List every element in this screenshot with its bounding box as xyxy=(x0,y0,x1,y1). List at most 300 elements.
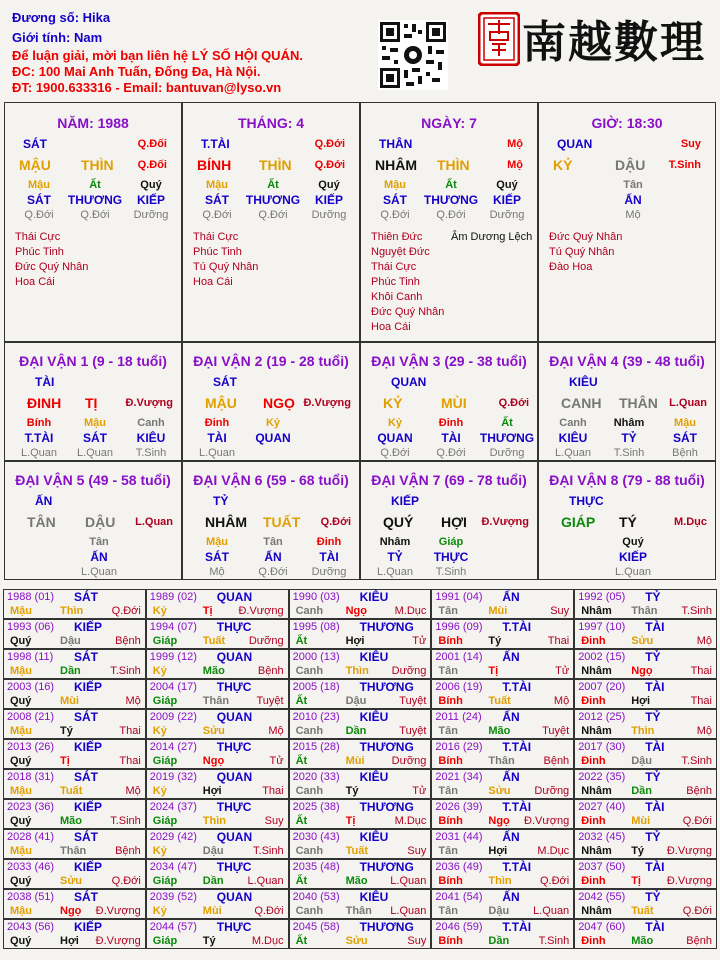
year-rel: Mộ xyxy=(696,725,712,737)
dai-van-stem: NHÂM xyxy=(205,514,247,530)
year-cell xyxy=(574,799,717,829)
year-rel: Q.Đới xyxy=(111,875,141,887)
year-stem: Canh xyxy=(295,725,324,737)
year-stem: Nhâm xyxy=(581,905,612,917)
year-cell xyxy=(431,679,574,709)
year-rel: T.Sinh xyxy=(110,815,141,827)
year-rel: Tử xyxy=(412,635,427,647)
year-rel: Bệnh xyxy=(115,635,141,647)
year-god: SÁT xyxy=(74,890,98,904)
year-label: 2004 (17) xyxy=(149,681,197,693)
year-god: ẤN xyxy=(502,830,520,844)
year-rel: Bệnh xyxy=(686,785,712,797)
year-label: 2036 (49) xyxy=(435,861,483,873)
year-rel: Dưỡng xyxy=(391,665,427,677)
year-label: 2010 (23) xyxy=(292,711,340,723)
year-stem: Mậu xyxy=(10,605,32,617)
year-cell xyxy=(146,649,289,679)
year-label: 2040 (53) xyxy=(292,891,340,903)
hidden-god: THƯƠNG xyxy=(245,193,301,207)
year-cell xyxy=(574,619,717,649)
year-stem: Tân xyxy=(438,605,458,617)
hidden-god: TÀI xyxy=(441,431,461,445)
year-god: SÁT xyxy=(74,710,98,724)
year-branch: Thân xyxy=(60,845,87,857)
year-branch: Thân xyxy=(488,755,515,767)
year-stem: Ất xyxy=(295,695,308,707)
year-label: 2012 (25) xyxy=(578,711,626,723)
year-cell xyxy=(289,739,432,769)
hidden-god: QUAN xyxy=(255,431,291,445)
year-cell xyxy=(574,859,717,889)
year-branch: Dậu xyxy=(202,845,224,857)
dai-van-rel: Đ.Vượng xyxy=(481,516,529,528)
year-stem: Mậu xyxy=(10,785,32,797)
year-stem: Giáp xyxy=(152,755,178,767)
year-stem: Đinh xyxy=(581,755,606,767)
hidden-god: KIÊU xyxy=(136,431,166,445)
year-cell xyxy=(574,739,717,769)
hidden-stem: Quý xyxy=(140,179,162,191)
hidden-rel: L.Quan xyxy=(614,566,652,578)
year-god: THƯƠNG xyxy=(359,860,414,874)
year-label: 2043 (56) xyxy=(7,921,55,933)
year-cell xyxy=(289,589,432,619)
dai-van-stem: CANH xyxy=(561,395,602,411)
seal-stamp xyxy=(478,12,520,66)
hidden-rel: L.Quan xyxy=(76,447,114,459)
hidden-stem: Nhâm xyxy=(379,536,411,548)
hidden-stem: Canh xyxy=(559,417,587,429)
year-stem: Tân xyxy=(438,665,458,677)
year-cell xyxy=(289,919,432,949)
year-label: 2003 (16) xyxy=(7,681,55,693)
dai-van-god: KIÊU xyxy=(569,375,598,389)
pillar-cell xyxy=(4,102,182,342)
hidden-god: TỶ xyxy=(621,431,637,445)
year-cell xyxy=(146,859,289,889)
year-god: T.TÀI xyxy=(502,800,532,814)
pillar-top-rel: Q.Đối xyxy=(137,138,167,150)
pillar-head: NĂM: 1988 xyxy=(57,115,129,131)
dai-van-rel: Đ.Vượng xyxy=(125,397,173,409)
year-rel: Đ.Vượng xyxy=(666,845,712,857)
year-cell xyxy=(289,829,432,859)
star: Hoa Cái xyxy=(371,321,411,333)
year-label: 1995 (08) xyxy=(292,621,340,633)
star-extra: Âm Dương Lệch xyxy=(451,231,533,243)
chart-grid xyxy=(4,102,716,580)
year-god: THỰC xyxy=(216,860,252,874)
year-label: 2019 (32) xyxy=(149,771,197,783)
year-cell xyxy=(431,709,574,739)
year-stem: Đinh xyxy=(581,875,606,887)
dai-van-god: THỰC xyxy=(569,494,604,508)
year-god: THƯƠNG xyxy=(359,920,414,934)
year-branch: Ngọ xyxy=(60,905,82,917)
hidden-god: KIẾP xyxy=(136,193,165,207)
year-branch: Tị xyxy=(488,665,499,677)
year-rel: Tử xyxy=(555,665,570,677)
pillar-top-rel: Mộ xyxy=(507,138,523,150)
year-cell xyxy=(3,649,146,679)
year-god: T.TÀI xyxy=(502,740,532,754)
year-branch: Thìn xyxy=(202,815,227,827)
hidden-god: KIẾP xyxy=(492,193,521,207)
year-god: KIÊU xyxy=(359,770,389,784)
year-god: KIẾP xyxy=(74,860,103,874)
year-label: 2035 (48) xyxy=(292,861,340,873)
hidden-rel: L.Quan xyxy=(376,566,414,578)
year-stem: Ất xyxy=(295,635,308,647)
year-stem: Tân xyxy=(438,725,458,737)
dai-van-stem: GIÁP xyxy=(561,514,596,530)
year-branch: Tuất xyxy=(345,845,368,857)
year-branch: Ngọ xyxy=(488,815,510,827)
year-branch: Dậu xyxy=(488,905,510,917)
year-label: 2025 (38) xyxy=(292,801,340,813)
year-god: THƯƠNG xyxy=(359,800,414,814)
year-rel: Q.Đới xyxy=(111,605,141,617)
qr-code-icon xyxy=(378,20,448,90)
year-rel: Tử xyxy=(269,755,284,767)
header xyxy=(0,0,720,100)
year-cell xyxy=(146,709,289,739)
hidden-god: SÁT xyxy=(27,193,51,207)
dai-van-stem: MẬU xyxy=(205,395,237,411)
year-stem: Tân xyxy=(438,845,458,857)
year-branch: Mùi xyxy=(345,755,365,767)
year-branch: Mùi xyxy=(488,605,508,617)
year-rel: M.Dục xyxy=(394,815,427,827)
year-label: 2041 (54) xyxy=(435,891,483,903)
pillar-top-rel: Suy xyxy=(680,138,701,150)
year-label: 1993 (06) xyxy=(7,621,55,633)
year-branch: Thìn xyxy=(631,725,655,737)
year-label: 2039 (52) xyxy=(149,891,197,903)
year-rel: Q.Đới xyxy=(539,875,570,887)
year-label: 2013 (26) xyxy=(7,741,55,753)
year-god: KIÊU xyxy=(359,830,389,844)
year-god: SÁT xyxy=(74,830,98,844)
year-cell xyxy=(146,829,289,859)
year-god: TỶ xyxy=(645,830,661,844)
year-label: 2001 (14) xyxy=(435,651,483,663)
year-stem: Ất xyxy=(295,935,308,947)
dai-van-branch: HỢI xyxy=(441,514,467,530)
year-cell xyxy=(431,649,574,679)
year-rel: Thai xyxy=(262,785,284,797)
year-rel: Tuyệt xyxy=(256,695,284,707)
pillar-branch-rel: T.Sinh xyxy=(668,159,701,171)
dai-van-head: ĐẠI VẬN 1 (9 - 18 tuổi) xyxy=(19,353,167,369)
year-label: 2015 (28) xyxy=(292,741,340,753)
year-stem: Quý xyxy=(10,815,32,827)
hidden-stem: Mậu xyxy=(384,179,406,191)
star: Thái Cực xyxy=(193,231,239,243)
hidden-god: TÀI xyxy=(319,550,339,564)
year-rel: Dưỡng xyxy=(391,755,427,767)
year-stem: Canh xyxy=(295,665,324,677)
year-god: QUAN xyxy=(216,830,253,844)
year-god: KIÊU xyxy=(359,890,389,904)
year-cell xyxy=(3,679,146,709)
year-stem: Canh xyxy=(295,905,324,917)
dai-van-god: QUAN xyxy=(391,375,427,389)
year-label: 2014 (27) xyxy=(149,741,197,753)
star: Đức Quý Nhân xyxy=(15,261,89,273)
year-god: ẤN xyxy=(502,890,520,904)
year-branch: Mùi xyxy=(60,695,79,707)
hidden-stem: Mậu xyxy=(206,536,228,548)
year-god: QUAN xyxy=(216,890,253,904)
year-god: TÀI xyxy=(645,860,665,874)
pillar-stem: MẬU xyxy=(19,157,51,173)
year-stem: Giáp xyxy=(152,815,178,827)
year-stem: Quý xyxy=(10,695,32,707)
year-god: TÀI xyxy=(645,620,665,634)
year-stem: Giáp xyxy=(152,875,178,887)
dai-van-head: ĐẠI VẬN 2 (19 - 28 tuổi) xyxy=(193,353,349,369)
year-god: T.TÀI xyxy=(502,680,532,694)
dai-van-head: ĐẠI VẬN 7 (69 - 78 tuổi) xyxy=(371,472,527,488)
star: Thái Cực xyxy=(15,231,61,243)
year-god: TỶ xyxy=(645,770,661,784)
pillar-branch-rel: Q.Đới xyxy=(314,159,345,171)
hidden-god: THƯƠNG xyxy=(479,431,535,445)
hidden-stem: Kỷ xyxy=(387,417,403,429)
year-god: QUAN xyxy=(216,770,253,784)
pillar-stem: KỶ xyxy=(553,157,573,173)
year-branch: Sửu xyxy=(488,785,511,797)
pillar-god: THÂN xyxy=(379,137,413,151)
pillar-god: QUAN xyxy=(557,137,593,151)
hidden-stem: Mậu xyxy=(84,417,106,429)
year-label: 2016 (29) xyxy=(435,741,483,753)
year-stem: Mậu xyxy=(10,845,32,857)
dai-van-cell xyxy=(182,461,360,580)
dai-van-rel: Đ.Vượng xyxy=(303,397,351,409)
year-stem: Giáp xyxy=(152,635,178,647)
year-label: 2002 (15) xyxy=(578,651,626,663)
star: Hoa Cái xyxy=(193,276,233,288)
year-rel: Bệnh xyxy=(257,665,284,677)
year-rel: M.Dục xyxy=(537,845,570,857)
dai-van-cell xyxy=(360,342,538,461)
year-branch: Sửu xyxy=(345,935,368,947)
dai-van-head: ĐẠI VẬN 8 (79 - 88 tuổi) xyxy=(549,472,705,488)
year-label: 2022 (35) xyxy=(578,771,626,783)
dai-van-rel: M.Dục xyxy=(674,516,707,528)
dai-van-rel: Q.Đới xyxy=(320,516,351,528)
year-branch: Dần xyxy=(631,785,652,797)
hidden-rel: Q.Đới xyxy=(24,209,54,221)
year-branch: Hợi xyxy=(488,845,508,857)
year-cell xyxy=(289,619,432,649)
year-label: 2008 (21) xyxy=(7,711,55,723)
year-branch: Ngọ xyxy=(631,665,653,677)
pillar-branch: DẬU xyxy=(615,157,646,173)
gender: Giới tính: Nam xyxy=(12,30,103,45)
year-label: 2037 (50) xyxy=(578,861,626,873)
year-branch: Thìn xyxy=(345,665,369,677)
year-stem: Giáp xyxy=(152,695,178,707)
year-rel: Tuyệt xyxy=(399,695,427,707)
year-label: 2045 (58) xyxy=(292,921,340,933)
year-branch: Tuất xyxy=(60,785,83,797)
year-label: 2046 (59) xyxy=(435,921,483,933)
hidden-god: TÀI xyxy=(207,431,227,445)
year-rel: L.Quan xyxy=(247,875,284,887)
year-god: THỰC xyxy=(216,740,252,754)
year-god: TÀI xyxy=(645,800,665,814)
hidden-stem: Bính xyxy=(26,417,52,429)
year-branch: Mão xyxy=(345,875,368,887)
dai-van-god: TỶ xyxy=(213,494,229,508)
year-rel: Q.Đới xyxy=(254,905,284,917)
dai-van-head: ĐẠI VẬN 5 (49 - 58 tuổi) xyxy=(15,472,171,488)
year-label: 2027 (40) xyxy=(578,801,626,813)
year-rel: Đ.Vượng xyxy=(524,815,570,827)
hidden-rel: Dưỡng xyxy=(133,209,169,221)
pillar-branch: THÌN xyxy=(437,157,470,173)
year-rel: Dưỡng xyxy=(248,635,284,647)
star: Đức Quý Nhân xyxy=(371,306,445,318)
hidden-rel: Dưỡng xyxy=(311,566,347,578)
year-god: THỰC xyxy=(216,920,252,934)
year-god: THỰC xyxy=(216,800,252,814)
year-cell xyxy=(431,769,574,799)
year-label: 2017 (30) xyxy=(578,741,626,753)
year-rel: Đ.Vượng xyxy=(238,605,284,617)
year-god: TÀI xyxy=(645,680,665,694)
year-cell xyxy=(431,829,574,859)
year-cell xyxy=(574,829,717,859)
year-cell xyxy=(146,889,289,919)
hidden-stem: Đinh xyxy=(438,417,464,429)
year-stem: Ất xyxy=(295,875,308,887)
dai-van-branch: TỊ xyxy=(85,395,98,411)
hidden-rel: Q.Đới xyxy=(258,566,288,578)
year-label: 1998 (11) xyxy=(7,651,54,663)
year-branch: Hợi xyxy=(60,935,79,947)
hidden-stem: Ất xyxy=(89,179,101,191)
star: Thái Cực xyxy=(371,261,417,273)
year-god: ẤN xyxy=(502,710,520,724)
year-god: TÀI xyxy=(645,920,665,934)
hidden-god: SÁT xyxy=(383,193,407,207)
hidden-stem: Tân xyxy=(89,536,109,548)
year-cell xyxy=(3,889,146,919)
pillar-cell xyxy=(538,102,716,342)
star: Nguyệt Đức xyxy=(371,246,430,258)
year-god: QUAN xyxy=(216,710,253,724)
hidden-rel: Q.Đới xyxy=(202,209,232,221)
hidden-rel: Q.Đới xyxy=(436,209,466,221)
pillar-head: GIỜ: 18:30 xyxy=(591,115,663,131)
year-god: ẤN xyxy=(502,590,520,604)
year-cell xyxy=(3,739,146,769)
year-stem: Đinh xyxy=(581,695,606,707)
star: Tú Quý Nhân xyxy=(193,261,259,273)
hidden-god: ẤN xyxy=(264,550,282,564)
year-label: 2038 (51) xyxy=(7,891,55,903)
dai-van-cell xyxy=(538,342,716,461)
year-god: THƯƠNG xyxy=(359,620,414,634)
dai-van-rel: L.Quan xyxy=(135,516,173,528)
year-label: 2020 (33) xyxy=(292,771,340,783)
year-label: 1994 (07) xyxy=(149,621,197,633)
year-branch: Tị xyxy=(60,755,70,767)
year-cell xyxy=(289,679,432,709)
year-label: 2029 (42) xyxy=(149,831,197,843)
year-rel: Q.Đới xyxy=(682,905,712,917)
dai-van-branch: MÙI xyxy=(441,395,467,411)
address: ĐC: 100 Mai Anh Tuấn, Đống Đa, Hà Nội. xyxy=(12,64,261,79)
year-branch: Thìn xyxy=(60,605,84,617)
year-label: 2028 (41) xyxy=(7,831,55,843)
year-cell xyxy=(3,619,146,649)
pillar-cell xyxy=(182,102,360,342)
pillar-head: THÁNG: 4 xyxy=(237,115,305,131)
year-stem: Nhâm xyxy=(581,605,612,617)
year-label: 2030 (43) xyxy=(292,831,340,843)
year-god: KIÊU xyxy=(359,650,389,664)
year-branch: Dần xyxy=(345,725,367,737)
dai-van-branch: THÂN xyxy=(619,395,658,411)
year-label: 1992 (05) xyxy=(578,591,626,603)
year-stem: Nhâm xyxy=(581,845,612,857)
contact-note: Để luận giải, mời bạn liên hệ LÝ SỐ HỘI QUÁN. xyxy=(12,48,303,63)
year-rel: Thai xyxy=(119,755,141,767)
year-rel: Tuyệt xyxy=(542,725,570,737)
year-cell xyxy=(574,889,717,919)
year-cell xyxy=(574,919,717,949)
year-stem: Bính xyxy=(438,875,463,887)
year-cell xyxy=(146,799,289,829)
year-label: 2023 (36) xyxy=(7,801,55,813)
year-cell xyxy=(289,889,432,919)
hidden-rel: L.Quan xyxy=(554,447,592,459)
pillar-stem: NHÂM xyxy=(375,157,417,173)
year-branch: Sửu xyxy=(631,635,654,647)
year-god: T.TÀI xyxy=(502,920,532,934)
hidden-rel: Bệnh xyxy=(672,447,698,459)
year-label: 2024 (37) xyxy=(149,801,197,813)
hidden-rel: T.Sinh xyxy=(435,566,467,578)
year-rel: L.Quan xyxy=(390,905,427,917)
year-cell xyxy=(431,589,574,619)
year-label: 2042 (55) xyxy=(578,891,626,903)
hidden-god: KIẾP xyxy=(618,550,647,564)
year-god: SÁT xyxy=(74,770,98,784)
year-branch: Dần xyxy=(488,935,510,947)
hidden-rel: L.Quan xyxy=(80,566,118,578)
hidden-god: SÁT xyxy=(83,431,107,445)
year-god: TÀI xyxy=(645,740,665,754)
year-branch: Tị xyxy=(345,815,356,827)
dai-van-god: ẤN xyxy=(35,494,53,508)
pillar-god: SÁT xyxy=(23,137,47,151)
year-cell xyxy=(431,889,574,919)
hidden-stem: Mậu xyxy=(28,179,50,191)
year-rel: L.Quan xyxy=(533,905,570,917)
hidden-rel: Q.Đới xyxy=(436,447,466,459)
hidden-stem: Ất xyxy=(445,179,457,191)
year-stem: Quý xyxy=(10,635,32,647)
hidden-rel: Q.Đới xyxy=(380,447,410,459)
year-god: T.TÀI xyxy=(502,620,532,634)
